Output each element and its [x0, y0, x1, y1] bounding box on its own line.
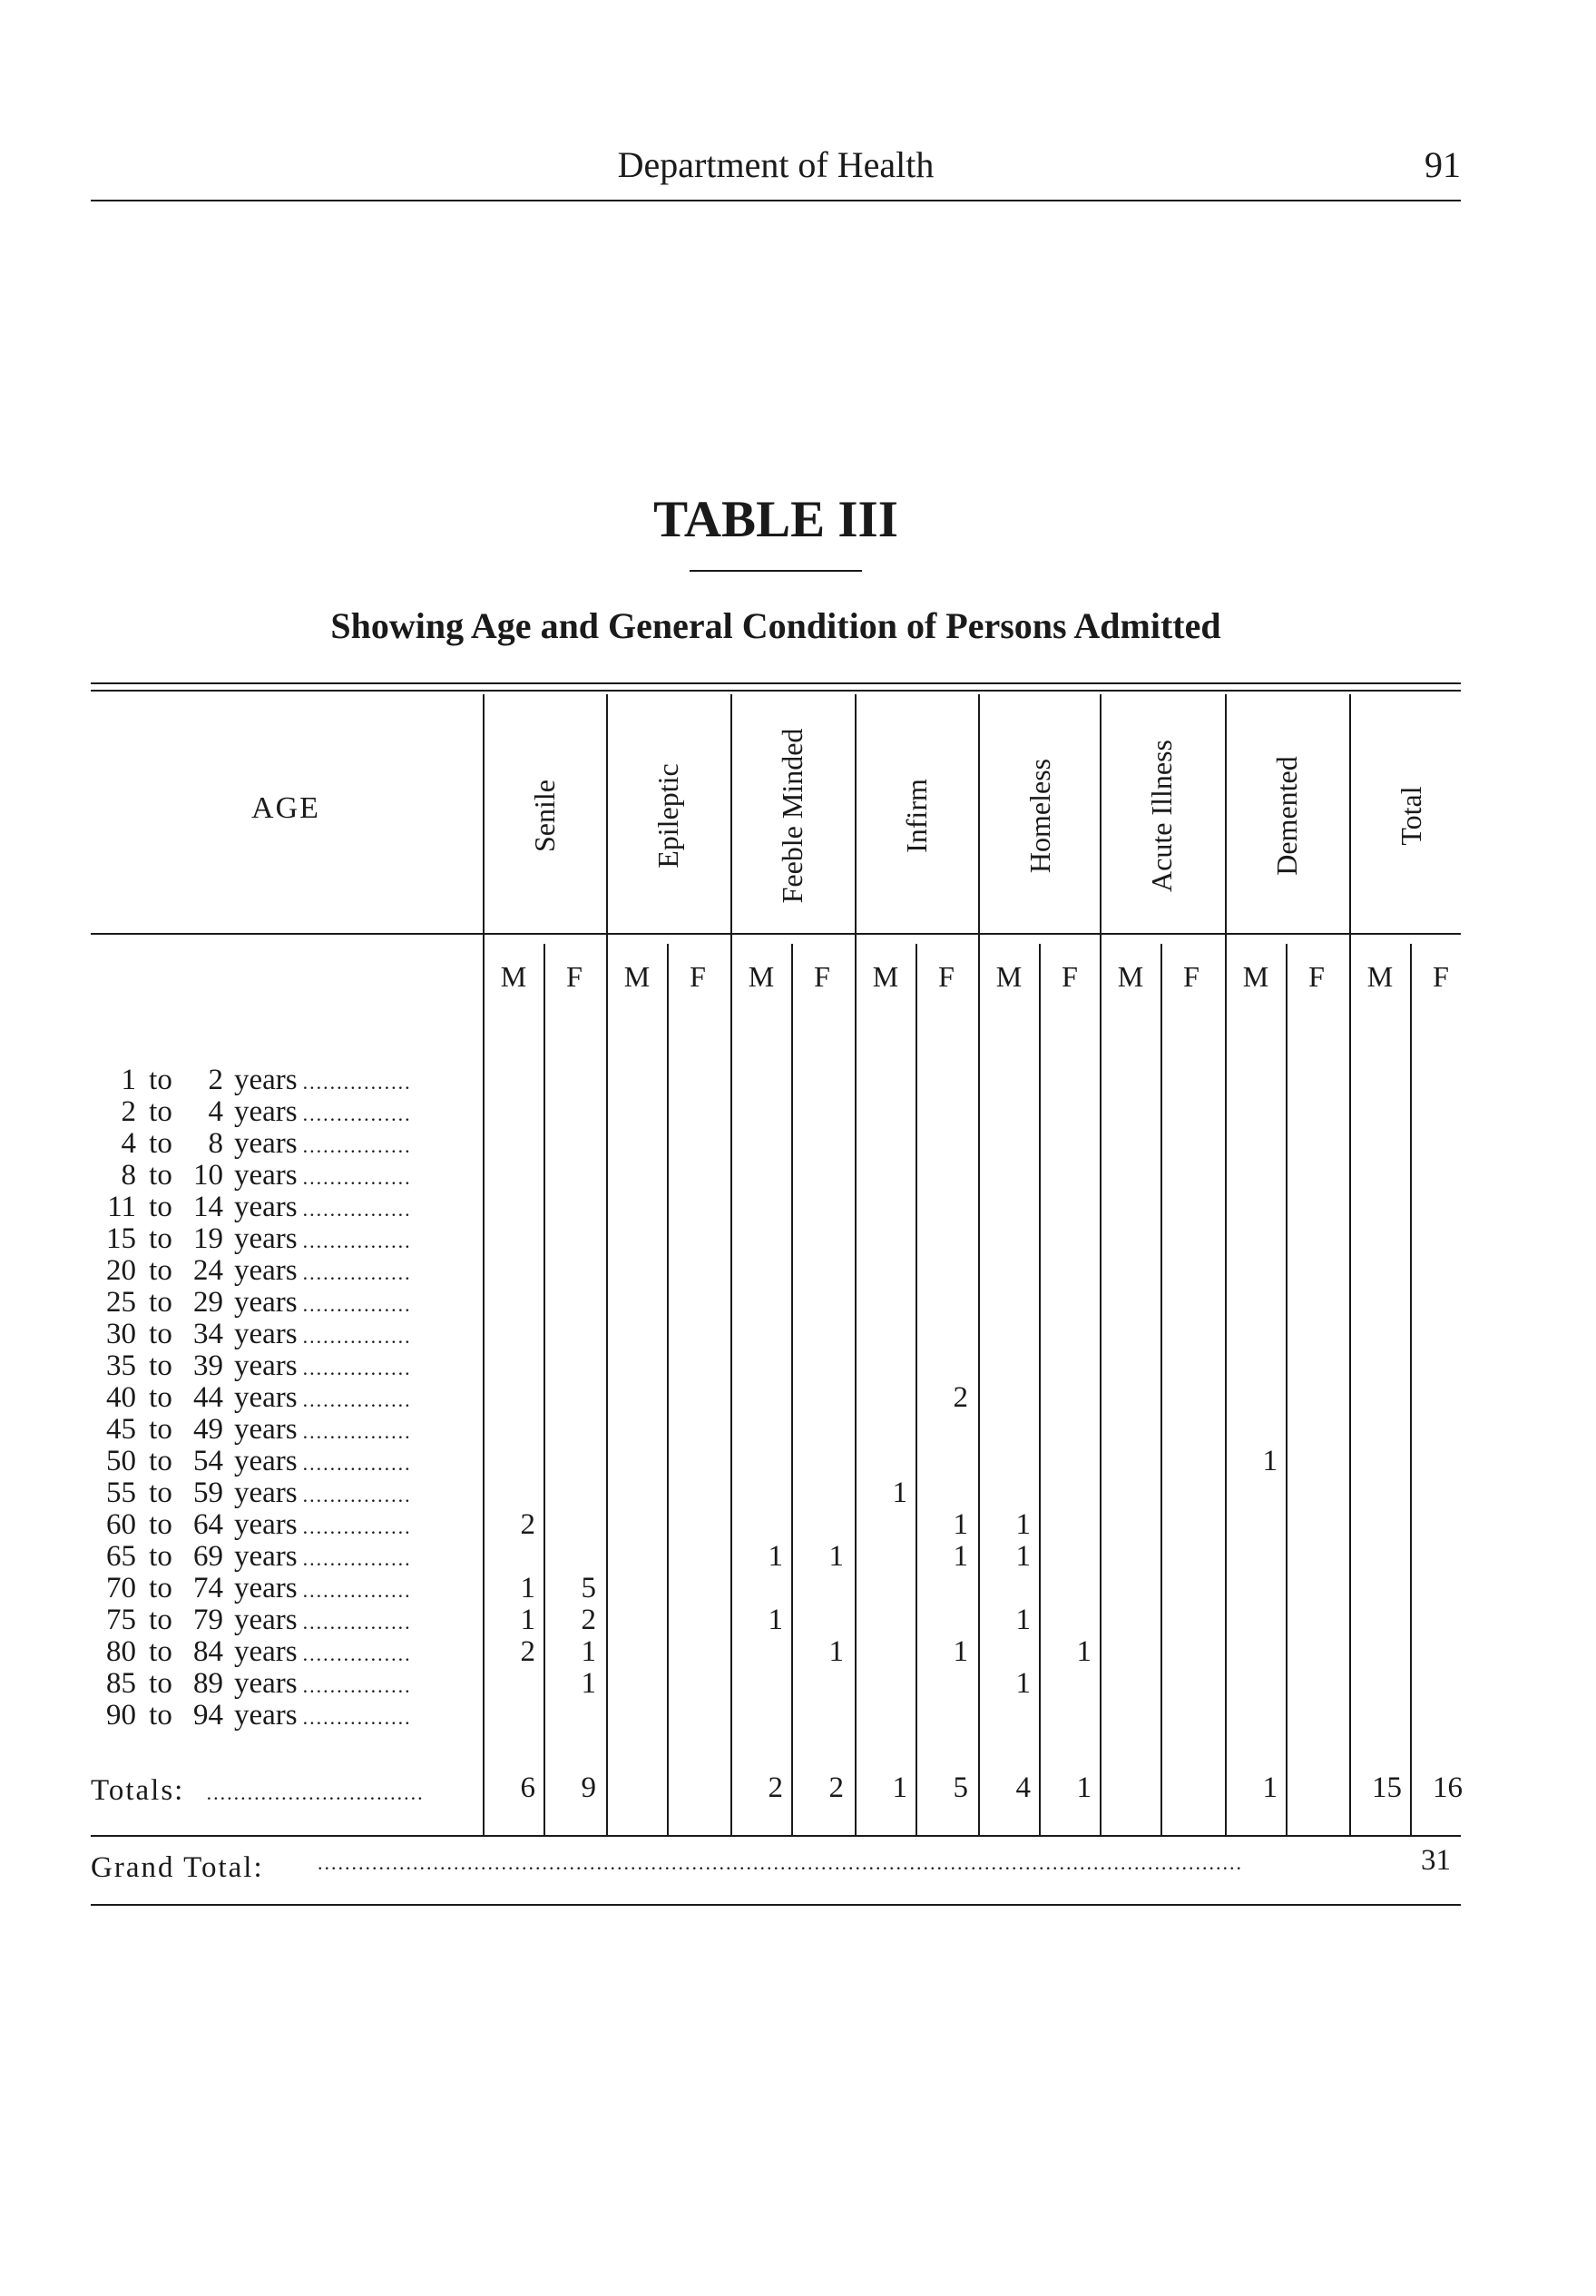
age-from: 1 — [121, 1064, 136, 1096]
age-unit: years — [234, 1445, 298, 1477]
age-row-label — [91, 1414, 472, 1446]
age-row-label — [91, 1573, 472, 1604]
table-cell-senile-f: 2 — [581, 1604, 596, 1636]
age-dots: ................ — [302, 1420, 412, 1443]
column-header-label: Epileptic — [651, 763, 684, 868]
age-row-label — [91, 1160, 472, 1192]
age-from: 60 — [106, 1508, 136, 1541]
column-header-infirm — [855, 717, 977, 930]
totals-cell-homeless-f: 1 — [1076, 1771, 1092, 1804]
column-header-label: Acute Illness — [1144, 740, 1178, 892]
age-to: 89 — [193, 1667, 223, 1700]
age-to_word: to — [149, 1699, 172, 1732]
group-divider — [855, 694, 857, 1835]
table-cell-senile-f: 5 — [581, 1572, 596, 1604]
table-cell-feeble-m: 1 — [768, 1540, 783, 1573]
age-unit: years — [234, 1635, 298, 1668]
age-to: 2 — [208, 1064, 223, 1096]
header-bottom-rule — [91, 933, 1461, 935]
age-to: 10 — [193, 1159, 223, 1192]
age-to_word: to — [149, 1508, 172, 1541]
column-header-label: Homeless — [1023, 758, 1056, 874]
age-to_word: to — [149, 1254, 172, 1287]
age-to: 4 — [208, 1095, 223, 1128]
age-dots: ................ — [302, 1484, 412, 1506]
age-to_word: to — [149, 1064, 172, 1096]
totals-cell-infirm-m: 1 — [892, 1771, 907, 1804]
age-unit: years — [234, 1349, 298, 1382]
sex-header-acute-f: F — [1183, 960, 1199, 993]
age-dots: ................ — [302, 1357, 412, 1379]
age-dots: ................ — [302, 1388, 412, 1411]
table-cell-feeble-f: 1 — [828, 1540, 844, 1573]
age-to_word: to — [149, 1349, 172, 1382]
column-header-homeless — [978, 717, 1101, 930]
table-cell-senile-m: 1 — [520, 1604, 535, 1636]
age-unit: years — [234, 1286, 298, 1319]
age-unit: years — [234, 1572, 298, 1604]
table-cell-homeless-m: 1 — [1015, 1667, 1031, 1700]
sex-header-infirm-m: M — [872, 960, 899, 993]
sex-divider — [1039, 944, 1041, 1835]
age-from: 55 — [106, 1477, 136, 1509]
column-header-label: Demented — [1269, 756, 1303, 876]
age-row-label — [91, 1700, 472, 1732]
age-to: 39 — [193, 1349, 223, 1382]
age-to: 69 — [193, 1540, 223, 1573]
age-from: 45 — [106, 1413, 136, 1446]
age-from: 4 — [121, 1127, 136, 1160]
age-column-header: AGE — [251, 791, 320, 825]
age-to: 79 — [193, 1604, 223, 1636]
column-header-epileptic — [606, 717, 729, 930]
table-cell-homeless-m: 1 — [1015, 1604, 1031, 1636]
group-divider — [1349, 694, 1351, 1835]
sex-header-total-m: M — [1366, 960, 1394, 993]
age-row-label — [91, 1636, 472, 1668]
age-unit: years — [234, 1222, 298, 1255]
table-cell-infirm-m: 1 — [892, 1477, 907, 1509]
age-unit: years — [234, 1318, 298, 1350]
age-from: 11 — [107, 1191, 136, 1223]
age-unit: years — [234, 1540, 298, 1573]
age-to_word: to — [149, 1222, 172, 1255]
age-to_word: to — [149, 1159, 172, 1192]
age-to_word: to — [149, 1286, 172, 1319]
table-cell-senile-m: 2 — [520, 1635, 535, 1668]
table-cell-infirm-f: 2 — [953, 1381, 968, 1414]
age-unit: years — [234, 1127, 298, 1160]
age-to: 64 — [193, 1508, 223, 1541]
age-to: 94 — [193, 1699, 223, 1732]
age-from: 80 — [106, 1635, 136, 1668]
sex-header-epileptic-m: M — [623, 960, 651, 993]
table-title: TABLE III — [653, 491, 898, 548]
age-dots: ................ — [302, 1198, 412, 1221]
age-row-label — [91, 1477, 472, 1509]
table-subtitle: Showing Age and General Condition of Persons Admitted — [330, 605, 1221, 646]
sex-header-senile-f: F — [566, 960, 583, 993]
age-to_word: to — [149, 1413, 172, 1446]
age-dots: ................ — [302, 1547, 412, 1570]
grand-bottom-rule — [91, 1904, 1461, 1906]
age-row-label — [91, 1223, 472, 1255]
age-to: 44 — [193, 1381, 223, 1414]
group-divider — [1225, 694, 1227, 1835]
age-unit: years — [234, 1095, 298, 1128]
age-to: 54 — [193, 1445, 223, 1477]
age-to_word: to — [149, 1095, 172, 1128]
age-unit: years — [234, 1508, 298, 1541]
age-dots: ................ — [302, 1134, 412, 1157]
sex-header-homeless-f: F — [1062, 960, 1078, 993]
table-cell-infirm-f: 1 — [953, 1635, 968, 1668]
age-from: 50 — [106, 1445, 136, 1477]
sex-header-homeless-m: M — [995, 960, 1023, 993]
age-unit: years — [234, 1667, 298, 1700]
sex-divider — [543, 944, 545, 1835]
sex-header-total-f: F — [1433, 960, 1449, 993]
totals-cell-total-f: 16 — [1433, 1771, 1463, 1804]
age-to: 24 — [193, 1254, 223, 1287]
column-header-demented — [1225, 717, 1347, 930]
age-unit: years — [234, 1064, 298, 1096]
age-to_word: to — [149, 1318, 172, 1350]
age-dots: ................ — [302, 1261, 412, 1284]
age-dots: ................ — [302, 1516, 412, 1538]
age-dots: ................ — [302, 1071, 412, 1094]
title-underline — [690, 570, 862, 572]
table-top-rule — [91, 682, 1461, 684]
age-from: 90 — [106, 1699, 136, 1732]
age-to: 59 — [193, 1477, 223, 1509]
age-row-label — [91, 1541, 472, 1573]
age-dots: ................ — [302, 1674, 412, 1697]
age-row-label — [91, 1128, 472, 1160]
age-row-label — [91, 1604, 472, 1636]
totals-cell-feeble-m: 2 — [768, 1771, 783, 1804]
group-divider — [730, 694, 732, 1835]
age-from: 35 — [106, 1349, 136, 1382]
age-dots: ................ — [302, 1103, 412, 1125]
age-row-label — [91, 1096, 472, 1128]
age-row-label — [91, 1287, 472, 1319]
age-unit: years — [234, 1413, 298, 1446]
sex-header-demented-f: F — [1308, 960, 1325, 993]
totals-cell-homeless-m: 4 — [1015, 1771, 1031, 1804]
age-dots: ................ — [302, 1579, 412, 1602]
age-to: 34 — [193, 1318, 223, 1350]
column-header-label: Infirm — [899, 779, 933, 853]
column-header-label: Feeble Minded — [775, 728, 808, 904]
table-cell-infirm-f: 1 — [953, 1540, 968, 1573]
sex-divider — [1286, 944, 1288, 1835]
age-row-label — [91, 1255, 472, 1287]
totals-leader-dots: ................................ — [206, 1781, 425, 1804]
age-from: 70 — [106, 1572, 136, 1604]
age-to_word: to — [149, 1635, 172, 1668]
table-cell-infirm-f: 1 — [953, 1508, 968, 1541]
age-row-label — [91, 1065, 472, 1096]
running-head — [91, 143, 1461, 198]
sex-divider — [1160, 944, 1162, 1835]
totals-cell-infirm-f: 5 — [953, 1771, 968, 1804]
sex-divider — [915, 944, 917, 1835]
group-divider — [606, 694, 608, 1835]
table-top-rule-2 — [91, 690, 1461, 692]
age-to_word: to — [149, 1572, 172, 1604]
age-from: 75 — [106, 1604, 136, 1636]
age-dots: ................ — [302, 1325, 412, 1348]
age-dots: ................ — [302, 1706, 412, 1729]
table-cell-feeble-m: 1 — [768, 1604, 783, 1636]
table-cell-homeless-m: 1 — [1015, 1540, 1031, 1573]
age-to: 84 — [193, 1635, 223, 1668]
age-dots: ................ — [302, 1166, 412, 1189]
age-from: 2 — [121, 1095, 136, 1128]
column-header-senile — [483, 717, 605, 930]
table-cell-homeless-m: 1 — [1015, 1508, 1031, 1541]
age-unit: years — [234, 1191, 298, 1223]
totals-cell-demented-m: 1 — [1262, 1771, 1278, 1804]
grand-total-label: Grand Total: — [91, 1851, 264, 1884]
group-divider — [483, 694, 485, 1835]
table-cell-feeble-f: 1 — [828, 1635, 844, 1668]
age-unit: years — [234, 1381, 298, 1414]
age-dots: ................ — [302, 1611, 412, 1634]
age-to_word: to — [149, 1445, 172, 1477]
sex-header-infirm-f: F — [938, 960, 955, 993]
sex-header-acute-m: M — [1117, 960, 1144, 993]
page-number: 91 — [1425, 144, 1461, 185]
age-from: 85 — [106, 1667, 136, 1700]
age-to_word: to — [149, 1667, 172, 1700]
age-unit: years — [234, 1254, 298, 1287]
sex-header-feeble-m: M — [748, 960, 775, 993]
table-cell-senile-f: 1 — [581, 1635, 596, 1668]
age-row-label — [91, 1668, 472, 1700]
grand-total-leader-dots: ........................................................................................................................................ — [318, 1851, 1243, 1874]
column-header-label: Total — [1394, 786, 1427, 846]
grand-total-value: 31 — [1421, 1844, 1451, 1877]
age-to: 14 — [193, 1191, 223, 1223]
age-from: 30 — [106, 1318, 136, 1350]
sex-divider — [1410, 944, 1412, 1835]
age-to_word: to — [149, 1604, 172, 1636]
group-divider — [978, 694, 980, 1835]
age-unit: years — [234, 1604, 298, 1636]
age-unit: years — [234, 1699, 298, 1732]
age-dots: ................ — [302, 1643, 412, 1665]
age-to_word: to — [149, 1381, 172, 1414]
age-unit: years — [234, 1477, 298, 1509]
table-cell-senile-m: 2 — [520, 1508, 535, 1541]
totals-cell-feeble-f: 2 — [828, 1771, 844, 1804]
running-title: Department of Health — [617, 144, 935, 185]
age-row-label — [91, 1509, 472, 1541]
age-dots: ................ — [302, 1293, 412, 1316]
table-cell-homeless-f: 1 — [1076, 1635, 1092, 1668]
group-divider — [1100, 694, 1102, 1835]
column-header-acute — [1100, 717, 1222, 930]
age-to_word: to — [149, 1191, 172, 1223]
age-to: 19 — [193, 1222, 223, 1255]
header-rule — [91, 200, 1461, 201]
sex-divider — [667, 944, 669, 1835]
age-row-label — [91, 1319, 472, 1350]
sex-divider — [791, 944, 793, 1835]
age-to: 74 — [193, 1572, 223, 1604]
age-dots: ................ — [302, 1452, 412, 1475]
age-to_word: to — [149, 1540, 172, 1573]
age-row-label — [91, 1192, 472, 1223]
age-row-label — [91, 1446, 472, 1477]
sex-header-epileptic-f: F — [690, 960, 706, 993]
totals-cell-senile-m: 6 — [520, 1771, 535, 1804]
column-header-feeble — [730, 717, 853, 930]
age-from: 8 — [121, 1159, 136, 1192]
totals-cell-total-m: 15 — [1372, 1771, 1402, 1804]
totals-cell-senile-f: 9 — [581, 1771, 596, 1804]
age-to_word: to — [149, 1127, 172, 1160]
table-cell-senile-m: 1 — [520, 1572, 535, 1604]
age-to: 29 — [193, 1286, 223, 1319]
age-from: 20 — [106, 1254, 136, 1287]
age-unit: years — [234, 1159, 298, 1192]
totals-top-rule — [91, 1835, 1461, 1837]
totals-label — [91, 1774, 425, 1808]
sex-header-senile-m: M — [500, 960, 527, 993]
column-header-label: Senile — [527, 780, 561, 852]
column-header-total — [1349, 717, 1472, 930]
age-from: 40 — [106, 1381, 136, 1414]
age-row-label — [91, 1382, 472, 1414]
age-from: 25 — [106, 1286, 136, 1319]
table-cell-senile-f: 1 — [581, 1667, 596, 1700]
age-to: 8 — [208, 1127, 223, 1160]
age-dots: ................ — [302, 1230, 412, 1252]
age-row-label — [91, 1350, 472, 1382]
age-from: 65 — [106, 1540, 136, 1573]
age-to_word: to — [149, 1477, 172, 1509]
sex-header-feeble-f: F — [814, 960, 830, 993]
totals-text: Totals: — [91, 1774, 185, 1807]
age-to: 49 — [193, 1413, 223, 1446]
age-from: 15 — [106, 1222, 136, 1255]
sex-header-demented-m: M — [1242, 960, 1269, 993]
table-cell-demented-m: 1 — [1262, 1445, 1278, 1477]
